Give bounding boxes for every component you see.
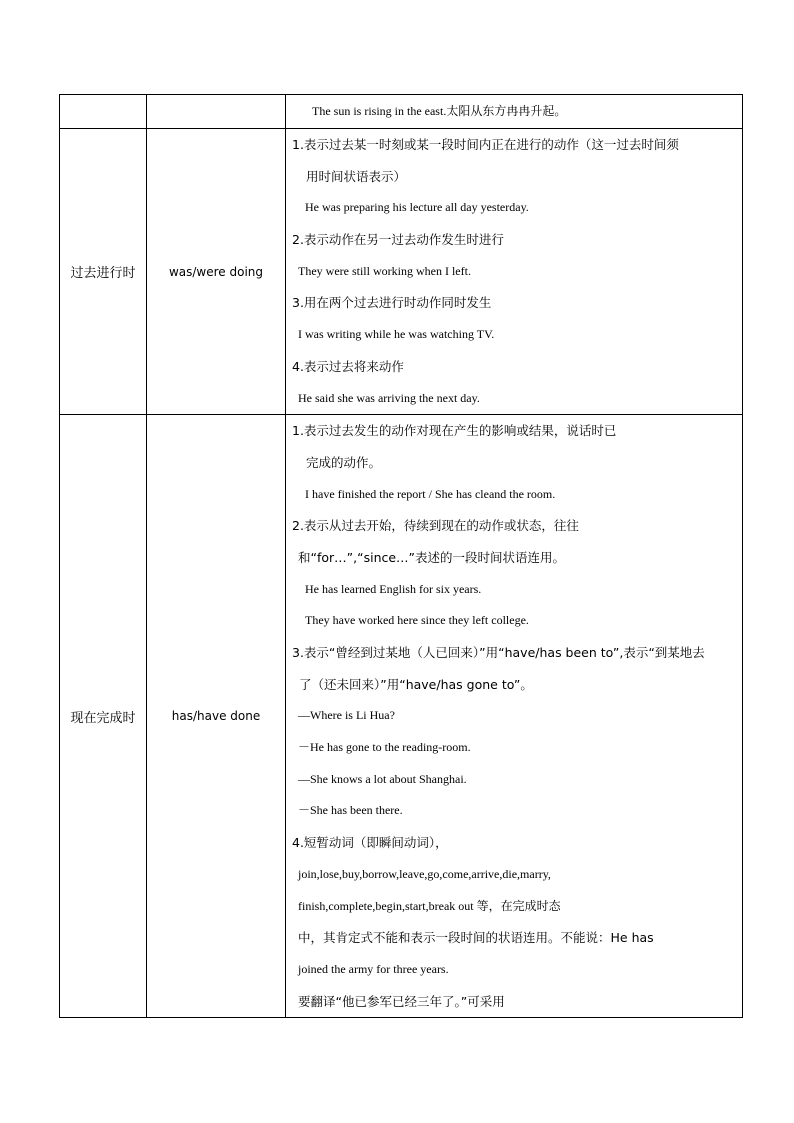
- usage-line: I was writing while he was watching TV.: [298, 327, 495, 342]
- table-row: [60, 415, 743, 1018]
- usage-line: 2.表示从过去开始，待续到现在的动作或状态，往往: [292, 518, 579, 534]
- usage-line: join,lose,buy,borrow,leave,go,come,arrive,die,marry,: [298, 866, 551, 881]
- usage-line: joined the army for three years.: [298, 961, 449, 976]
- usage-line: 2.表示动作在另一过去动作发生时进行: [292, 232, 504, 248]
- tense-cell: 现在完成时: [60, 415, 147, 1018]
- usage-line: 1.表示过去某一时刻或某一段时间内正在进行的动作（这一过去时间须: [292, 137, 679, 152]
- usage-line: 1.表示过去发生的动作对现在产生的影响或结果，说话时已: [292, 423, 617, 439]
- usage-line: They have worked here since they left college.: [305, 613, 529, 628]
- usage-line: 中，其肯定式不能和表示一段时间的状语连用。不能说：He has: [298, 930, 654, 946]
- usage-line: He said she was arriving the next day.: [298, 390, 480, 405]
- form-cell: [147, 95, 286, 129]
- table-row: [60, 95, 743, 129]
- form-cell: has/have done: [147, 415, 286, 1018]
- grammar-table: [59, 94, 743, 1018]
- usage-line: 完成的动作。: [306, 454, 382, 470]
- usage-line: The sun is rising in the east.太阳从东方冉冉升起。: [312, 104, 567, 118]
- usage-line: —Where is Li Hua?: [298, 708, 395, 723]
- usage-line: 用时间状语表示）: [306, 168, 407, 184]
- usage-line: —She knows a lot about Shanghai.: [298, 771, 467, 786]
- usage-cell: [286, 129, 743, 415]
- usage-line: He has learned English for six years.: [305, 581, 482, 596]
- table-row: [60, 129, 743, 415]
- usage-line: －She has been there.: [298, 803, 403, 818]
- usage-cell: [286, 95, 743, 129]
- usage-line: 和“for…”,“since…”表述的一段时间状语连用。: [298, 549, 566, 565]
- usage-line: They were still working when I left.: [298, 263, 471, 278]
- usage-line: 了（还未回来）”用“have/has gone to”。: [299, 676, 533, 692]
- usage-line: 4.表示过去将来动作: [292, 358, 404, 374]
- usage-line: 3.表示“曾经到过某地（人已回来）”用“have/has been to”,表示“到某地去: [292, 645, 705, 660]
- usage-cell: [286, 415, 743, 1018]
- usage-line: 4.短暂动词（即瞬间动词），: [292, 835, 448, 851]
- tense-cell: [60, 95, 147, 129]
- usage-line: －He has gone to the reading-room.: [298, 740, 471, 755]
- usage-line: I have finished the report / She has cleand the room.: [305, 486, 556, 501]
- usage-line: 3.用在两个过去进行时动作同时发生: [292, 295, 492, 311]
- tense-cell: 过去进行时: [60, 129, 147, 415]
- usage-line: finish,complete,begin,start,break out 等，在完成时态: [298, 898, 561, 913]
- usage-line: 要翻译“他已参军已经三年了。”可采用: [298, 993, 505, 1009]
- usage-line: He was preparing his lecture all day yesterday.: [305, 200, 529, 215]
- form-cell: was/were doing: [147, 129, 286, 415]
